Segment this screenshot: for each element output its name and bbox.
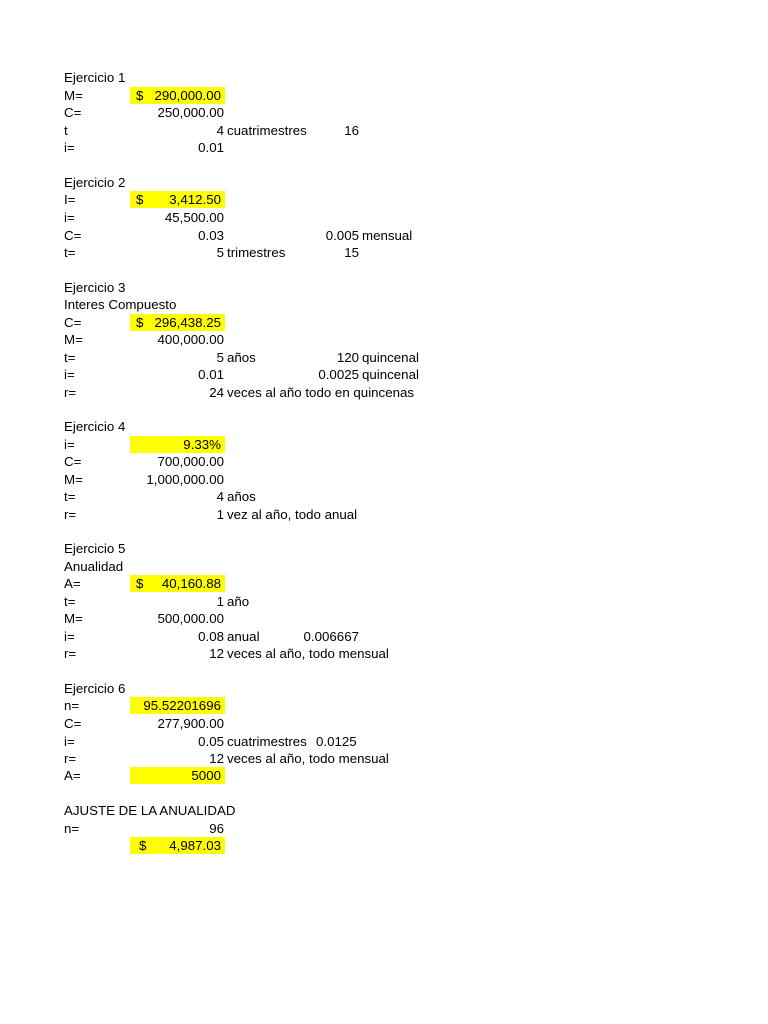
result-value: 40,160.88	[161, 576, 221, 591]
unit-cell[interactable]: anual	[227, 629, 260, 644]
result-value: 296,438.25	[154, 315, 221, 330]
label-cell: M=	[64, 88, 83, 103]
value-cell[interactable]: 400,000.00	[157, 332, 224, 347]
row-ej4-r	[0, 506, 768, 523]
label-cell: r=	[64, 385, 77, 400]
exercise-title: Ejercicio 2	[64, 175, 126, 190]
row-ej3-c	[0, 314, 768, 331]
result-cell[interactable]	[130, 837, 225, 854]
exercise-title: Ejercicio 5	[64, 541, 126, 556]
unit-cell[interactable]: quincenal	[362, 350, 419, 365]
value-cell[interactable]: 500,000.00	[157, 611, 224, 626]
label-cell: M=	[64, 332, 83, 347]
result-cell[interactable]	[130, 575, 225, 592]
value-cell[interactable]: 24	[209, 385, 224, 400]
label-cell: M=	[64, 472, 83, 487]
value-cell[interactable]: 45,500.00	[164, 210, 224, 225]
row-ej5-t	[0, 593, 768, 610]
row-ej5-m	[0, 610, 768, 627]
currency-symbol: $	[136, 88, 144, 103]
result-value: 4,987.03	[169, 838, 221, 853]
row-ej3-r	[0, 384, 768, 401]
value-cell[interactable]: 1	[216, 594, 224, 609]
row-ej2-I	[0, 191, 768, 208]
label-cell: C=	[64, 716, 82, 731]
label-cell: i=	[64, 140, 75, 155]
value-cell[interactable]: 1,000,000.00	[146, 472, 224, 487]
result-cell[interactable]	[130, 767, 225, 784]
row-ej5-title	[0, 540, 768, 557]
row-ej1-m	[0, 87, 768, 104]
result-value: 5000	[191, 768, 221, 783]
label-cell: C=	[64, 315, 82, 330]
row-ej4-c	[0, 453, 768, 470]
row-ej6-a	[0, 767, 768, 784]
label-cell: C=	[64, 454, 82, 469]
value-cell[interactable]: 5	[216, 350, 224, 365]
value-cell[interactable]: 1	[216, 507, 224, 522]
note-cell[interactable]: veces al año, todo mensual	[227, 646, 389, 661]
exercise-title: Ejercicio 1	[64, 70, 126, 85]
value-cell[interactable]: 0.01	[198, 140, 224, 155]
result-cell[interactable]	[130, 697, 225, 714]
row-ajuste-result	[0, 837, 768, 854]
row-ej4-title	[0, 418, 768, 435]
row-ej2-c	[0, 227, 768, 244]
label-cell: r=	[64, 507, 77, 522]
label-cell: n=	[64, 821, 80, 836]
currency-symbol: $	[139, 838, 147, 853]
value-cell[interactable]: 0.03	[198, 228, 224, 243]
value-cell[interactable]: 0.08	[198, 629, 224, 644]
row-ej4-i	[0, 436, 768, 453]
row-ej1-t	[0, 122, 768, 139]
row-ajuste-n	[0, 820, 768, 837]
label-cell: i=	[64, 367, 75, 382]
unit-cell[interactable]: años	[227, 350, 256, 365]
row-ej2-title	[0, 174, 768, 191]
extra-value-cell[interactable]: 0.0025	[318, 367, 359, 382]
row-ej4-t	[0, 488, 768, 505]
row-ej3-m	[0, 331, 768, 348]
label-cell: t	[64, 123, 68, 138]
currency-symbol: $	[136, 192, 144, 207]
result-value: 3,412.50	[169, 192, 221, 207]
extra-value-cell[interactable]: 120	[336, 350, 359, 365]
row-ej5-r	[0, 645, 768, 662]
value-cell[interactable]: 5	[216, 245, 224, 260]
extra-value-cell[interactable]: 0.0125	[316, 734, 357, 749]
row-ej2-i	[0, 209, 768, 226]
note-cell[interactable]: veces al año, todo mensual	[227, 751, 389, 766]
exercise-title: Ejercicio 6	[64, 681, 126, 696]
currency-symbol: $	[136, 576, 144, 591]
label-cell: i=	[64, 437, 75, 452]
row-ej4-m	[0, 471, 768, 488]
row-ej6-r	[0, 750, 768, 767]
exercise-subtitle: Interes Compuesto	[64, 297, 177, 312]
result-value: 9.33%	[183, 437, 221, 452]
note-cell[interactable]: vez al año, todo anual	[227, 507, 358, 522]
result-value: 290,000.00	[154, 88, 221, 103]
row-ej3-subtitle	[0, 296, 768, 313]
value-cell[interactable]: 250,000.00	[157, 105, 224, 120]
label-cell: A=	[64, 576, 81, 591]
row-ej1-i	[0, 139, 768, 156]
label-cell: t=	[64, 245, 76, 260]
row-ej2-t	[0, 244, 768, 261]
row-ej1-c	[0, 104, 768, 121]
row-ej5-subtitle	[0, 558, 768, 575]
value-cell[interactable]: 96	[209, 821, 224, 836]
row-ej6-title	[0, 680, 768, 697]
row-ej3-t	[0, 349, 768, 366]
result-cell[interactable]	[130, 191, 225, 208]
label-cell: I=	[64, 192, 76, 207]
label-cell: i=	[64, 734, 75, 749]
unit-cell[interactable]: año	[227, 594, 250, 609]
label-cell: C=	[64, 228, 82, 243]
unit-cell[interactable]: años	[227, 489, 256, 504]
value-cell[interactable]: 0.05	[198, 734, 224, 749]
result-value: 95.52201696	[143, 698, 221, 713]
value-cell[interactable]: 277,900.00	[157, 716, 224, 731]
currency-symbol: $	[136, 315, 144, 330]
extra-value-cell[interactable]: 15	[344, 245, 359, 260]
label-cell: A=	[64, 768, 81, 783]
value-cell[interactable]: 4	[216, 123, 224, 138]
label-cell: t=	[64, 489, 76, 504]
exercise-title: Ejercicio 3	[64, 280, 126, 295]
label-cell: i=	[64, 629, 75, 644]
section-title: AJUSTE DE LA ANUALIDAD	[64, 803, 236, 818]
label-cell: r=	[64, 646, 77, 661]
result-cell[interactable]	[130, 436, 225, 453]
value-cell[interactable]: 12	[209, 646, 224, 661]
label-cell: t=	[64, 594, 76, 609]
row-ej6-i	[0, 733, 768, 750]
exercise-title: Ejercicio 4	[64, 419, 126, 434]
label-cell: n=	[64, 698, 80, 713]
result-cell[interactable]	[130, 314, 225, 331]
extra-value-cell[interactable]: 16	[344, 123, 359, 138]
note-cell[interactable]: veces al año todo en quincenas	[227, 385, 415, 400]
value-cell[interactable]: 700,000.00	[157, 454, 224, 469]
extra-value-cell[interactable]: 0.006667	[303, 629, 359, 644]
value-cell[interactable]: 4	[216, 489, 224, 504]
unit-cell[interactable]: mensual	[362, 228, 413, 243]
unit-cell[interactable]: cuatrimestres	[227, 123, 307, 138]
unit-cell[interactable]: quincenal	[362, 367, 419, 382]
label-cell: i=	[64, 210, 75, 225]
row-ej6-c	[0, 715, 768, 732]
row-ajuste-title	[0, 802, 768, 819]
label-cell: M=	[64, 611, 83, 626]
row-ej6-n	[0, 697, 768, 714]
value-cell[interactable]: 12	[209, 751, 224, 766]
row-ej3-title	[0, 279, 768, 296]
result-cell[interactable]	[130, 87, 225, 104]
exercise-subtitle: Anualidad	[64, 559, 124, 574]
label-cell: r=	[64, 751, 77, 766]
row-ej3-i	[0, 366, 768, 383]
value-cell[interactable]: 0.01	[198, 367, 224, 382]
unit-cell[interactable]: trimestres	[227, 245, 286, 260]
row-ej1-title	[0, 69, 768, 86]
unit-cell[interactable]: cuatrimestres	[227, 734, 307, 749]
extra-value-cell[interactable]: 0.005	[325, 228, 359, 243]
label-cell: t=	[64, 350, 76, 365]
row-ej5-a	[0, 575, 768, 592]
row-ej5-i	[0, 628, 768, 645]
label-cell: C=	[64, 105, 82, 120]
